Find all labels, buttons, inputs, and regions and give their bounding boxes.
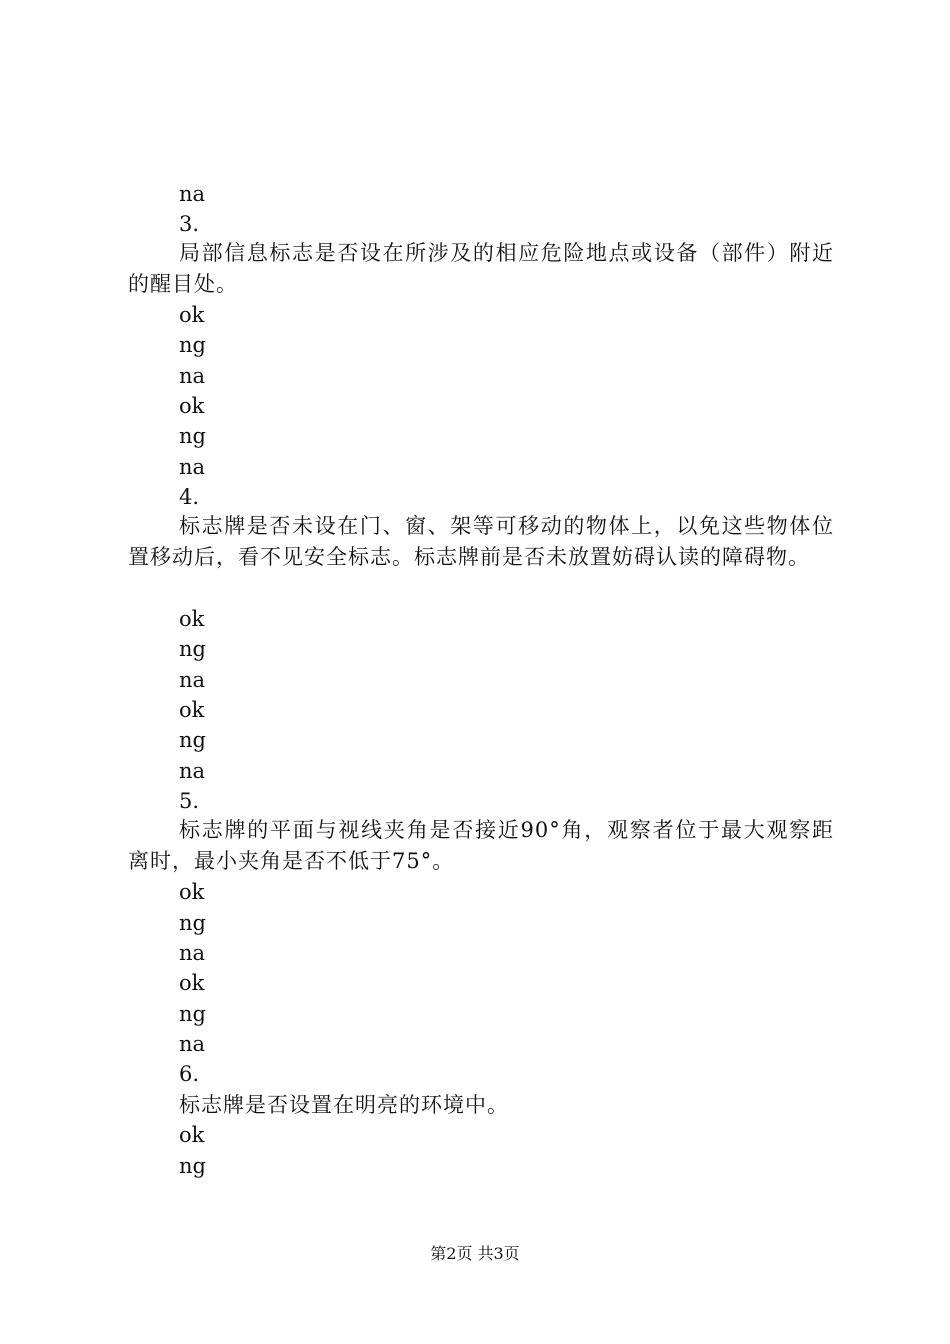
- option-value: na: [179, 759, 206, 783]
- item-text: 局部信息标志是否设在所涉及的相应危险地点或设备（部件）附近的醒目处。: [128, 241, 834, 296]
- option-value: ng: [179, 728, 206, 752]
- option-value: ng: [179, 424, 206, 448]
- option-value: ok: [179, 1123, 205, 1147]
- option-value: ok: [179, 698, 205, 722]
- item-number: 3.: [179, 212, 200, 236]
- option-value: na: [179, 182, 206, 206]
- option-value: ok: [179, 880, 205, 904]
- option-value: ng: [179, 333, 206, 357]
- item-number: 4.: [179, 485, 200, 509]
- item-text: 标志牌是否设置在明亮的环境中。: [179, 1093, 509, 1117]
- item-text: 标志牌的平面与视线夹角是否接近90°角，观察者位于最大观察距离时，最小夹角是否不低于75°。: [128, 818, 834, 873]
- option-value: ok: [179, 303, 205, 327]
- option-value: na: [179, 455, 206, 479]
- page-footer: 第2页 共3页: [430, 1244, 520, 1263]
- option-value: ok: [179, 971, 205, 995]
- option-value: ok: [179, 394, 205, 418]
- option-value: ng: [179, 637, 206, 661]
- item-text: 标志牌是否未设在门、窗、架等可移动的物体上，以免这些物体位置移动后，看不见安全标志。标志牌前是否未放置妨碍认读的障碍物。: [128, 514, 834, 569]
- option-value: ng: [179, 1154, 206, 1178]
- item-number: 5.: [179, 789, 200, 813]
- option-value: ng: [179, 911, 206, 935]
- option-value: ng: [179, 1002, 206, 1026]
- option-value: na: [179, 941, 206, 965]
- item-number: 6.: [179, 1062, 200, 1086]
- option-value: na: [179, 364, 206, 388]
- option-value: ok: [179, 607, 205, 631]
- option-value: na: [179, 1032, 206, 1056]
- option-value: na: [179, 668, 206, 692]
